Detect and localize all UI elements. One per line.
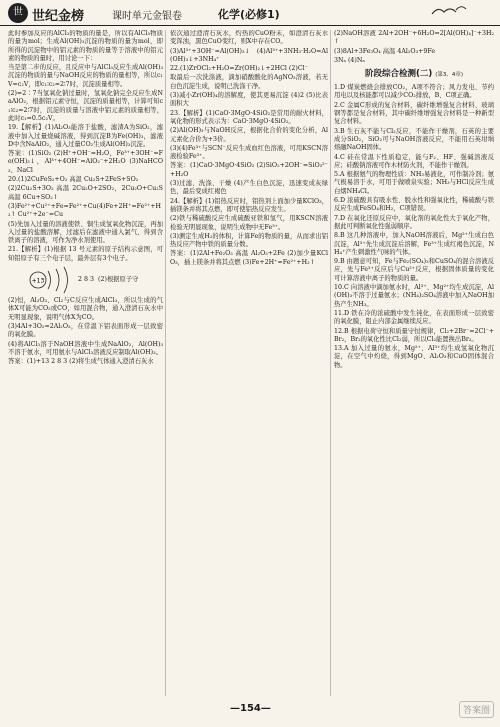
page-number: —154— bbox=[230, 703, 271, 714]
answer-paragraph: 6.D 浓硫酸具有吸水性、脱水性和强氧化性，稀硫酸与铁反应生成FeSO₄和H₂，C项错误。 bbox=[334, 197, 494, 213]
answer-column-1 bbox=[8, 30, 163, 696]
section-title bbox=[334, 68, 494, 81]
answer-paragraph: 3.B 生石灰不能与Cl₂反应，不能作干燥剂，石英的主要成分SiO₂，SiO₂可与NaOH溶液反应，不能用石英坩埚熔融NaOH固体。 bbox=[334, 127, 494, 152]
answer-paragraph: 取最后一次洗涤液，滴加硝酸酸化的AgNO₃溶液，若无白色沉淀生成，说明已洗涤干净。 bbox=[170, 74, 328, 90]
answer-paragraph: 23.【解析】(1)CaO·3MgO·4SiO₂是常用的耐火材料，氧化物的形式表示为：CaO·3MgO·4SiO₂。 bbox=[170, 109, 328, 125]
subject-title: 化学(必修1) bbox=[218, 8, 280, 21]
brand-name: 世纪金榜 bbox=[32, 9, 85, 24]
answer-paragraph: 当是第二步的反应，且反应中与AlCl₃反应生成Al(OH)₃沉淀的物质的量与NaOH反应的物质的量相等，所以c₁V=c₂V，即c₁∶c₂=2∶7时，沉淀质量相等。 bbox=[8, 64, 163, 88]
atomic-structure-diagram bbox=[28, 265, 163, 295]
answer-paragraph: 21.【解析】(1)根据 13 号元素的原子结构示意图，可知铝原子有三个电子层，最外层有3个电子。 bbox=[8, 246, 163, 262]
answer-paragraph: (3)Al³⁺+3OH⁻=Al(OH)₃↓ (4)Al³⁺+3NH₃·H₂O=Al(OH)₃↓+3NH₄⁺ bbox=[170, 47, 328, 63]
answer-column-2 bbox=[170, 30, 328, 696]
answer-paragraph: (3)过滤、洗涤、干燥 (4)产生白色沉淀，迅速变成灰绿色，最后变成红褐色 bbox=[170, 180, 328, 196]
answer-paragraph: 答案：(1)2Al+Fe₂O₃ 高温 Al₂O₃+2Fe (2)加少量KClO₃，插上镁条并将其点燃 (3)Fe+2H⁺=Fe²⁺+H₂↑ bbox=[170, 250, 328, 266]
answer-paragraph: (3)(4)Fe³⁺与SCN⁻反应生成血红色溶液，可用KSCN溶液检验Fe³⁺。 bbox=[170, 144, 328, 161]
watermark-logo: 答案圈 bbox=[459, 701, 494, 718]
answer-paragraph: (3)8Al+3Fe₃O₄ 高温 4Al₂O₃+9Fe bbox=[334, 47, 436, 55]
answer-paragraph: 5.A 根据氨气的物理性质：NH₃易液化，可作制冷剂；氨气极易溶于水，可用于做喷泉实验；NH₃与HCl反应生成白烟NH₄Cl。 bbox=[334, 171, 494, 195]
bird-decoration-icon bbox=[430, 2, 470, 23]
page-header bbox=[0, 0, 500, 26]
answer-paragraph: 12.B 根据电荷守恒和质量守恒规律，Cl₂+2Br⁻=2Cl⁻+Br₂，Br₂的氧化性比Cl₂弱，所以Cl₂能置换出Br₂。 bbox=[334, 327, 494, 343]
answer-paragraph: 依次通过澄清石灰水，灼热的CuO粉末，如澄清石灰水变浑浊，黑色CuO变红，则X中存在CO。 bbox=[170, 30, 328, 46]
answer-paragraph: (2)NaOH溶液 2Al+2OH⁻+6H₂O=2[Al(OH)₄]⁻+3H₂↑ bbox=[334, 30, 494, 46]
answer-paragraph: 24.【解析】(1)铝热反应时，铝热剂上面加少量KClO₃，插镁条并将其点燃，即可使铝热反应发生。 bbox=[170, 197, 328, 213]
brand-logo-icon: 世 bbox=[8, 3, 28, 23]
answer-paragraph: 8.B 这几种溶液中，加入NaOH溶液后，Mg²⁺生成白色沉淀，Al³⁺先生成沉淀后溶解，Fe³⁺生成红褐色沉淀，NH₄⁺产生刺激性气味的气体。 bbox=[334, 232, 494, 256]
answer-paragraph: (3)测定生成H₂的体积，计算Fe的物质的量，从而求出铝热反应产物中铁的质量分数。 bbox=[170, 232, 328, 249]
column-divider bbox=[165, 30, 166, 696]
answer-paragraph: 10.C 向溶液中滴加氨水时，Al³⁺、Mg²⁺均生成沉淀，Al(OH)₃不溶于过量氨水；(NH₄)₂SO₄溶液中加入NaOH加热产生NH₃。 bbox=[334, 284, 494, 308]
answer-paragraph: 20.(1)2CuFeS₂+O₂ 高温 Cu₂S+2FeS+SO₂ bbox=[8, 176, 139, 184]
answer-paragraph: 答案：(1)CaO·3MgO·4SiO₂ (2)SiO₂+2OH⁻=SiO₃²⁻+H₂O bbox=[170, 162, 328, 178]
answer-paragraph: 此时参加反应的AlCl₃的物质的量是，所以有AlCl₃物质的量为mol；生成Al(OH)₃沉淀的物质的量为mol，即所得的沉淀物中的铝元素的物质的量等于溶液中的铝元素的物质的量时，用讨论一下： bbox=[8, 30, 163, 62]
section-range: (第3、4章) bbox=[435, 72, 464, 79]
answer-paragraph: (2)铁与稀硫酸反应生成硫酸亚铁和氢气，用KSCN溶液检验无明显现象，说明生成物中无Fe³⁺。 bbox=[170, 215, 328, 231]
answer-paragraph: 22.(1)ZrOCl₂+H₂O=Zr(OH)₂↓+2HCl (2)Cl⁻ bbox=[170, 65, 309, 73]
answer-paragraph: 2.C 金属C形成的复合材料，碳纤维增强复合材料、玻璃钢等都是复合材料，其中碳纤维增强复合材料是一种新型复合材料。 bbox=[334, 101, 494, 126]
answer-paragraph: (2)2Cu₂S+3O₂ 高温 2Cu₂O+2SO₂，2Cu₂O+Cu₂S 高温 6Cu+SO₂↑ bbox=[8, 185, 163, 201]
answer-paragraph: (2)=2∶7当氢氧化钠过量时，氢氧化钠完全反应生成NaAlO₂，根据铝元素守恒，沉淀的质量相等，计算可知c₁∶c₂=2∶7时，沉淀的质量与溶液中铝元素的质量相等，此时c₁=0.5c₂V。 bbox=[8, 90, 163, 122]
answer-paragraph: (3)4Al+3O₂=2Al₂O₃，在常温下铝表面形成一层致密的氧化膜。 bbox=[8, 322, 163, 339]
answer-paragraph: 19.【解析】(1)Al₂O₃能溶于盐酸，滤渣A为SiO₂，滤液中加入过量烧碱溶液，得到沉淀B为Fe(OH)₃，滤液D中含NaAlO₂，通入过量CO₂生成Al(OH)₃沉淀。 bbox=[8, 124, 163, 148]
answer-paragraph: (3)减小Zr(OH)₄的溶解度，使其更易沉淀 (4)2 (5)比表面积大 bbox=[170, 92, 328, 108]
answer-paragraph: (2)Al(OH)₃与NaOH反应，根据化合价的变化分析，Al元素化合价为+3价。 bbox=[170, 127, 328, 143]
answer-paragraph: 7.D 在氧化还原反应中，氧化剂的氧化性大于氧化产物，据此可判断氧化性强弱顺序。 bbox=[334, 214, 494, 230]
answer-paragraph: (3)Fe²⁺+Cu²⁺+Fe=Fe²⁺+Cu(4)Fe+2H⁺=Fe²⁺+H₂↑ Cu²⁺+2e⁻=Cu bbox=[8, 202, 161, 219]
answer-paragraph: (4)将AlCl₃溶于NaOH溶液中生成NaAlO₂，Al(OH)₃不溶于氨水，可用氨水与AlCl₃溶液反应制取Al(OH)₃。 bbox=[8, 340, 163, 356]
atom-caption: (2)根据原子守 bbox=[98, 275, 139, 283]
answer-column-3 bbox=[334, 30, 494, 696]
answer-paragraph: 4.C 硅在常温下性质稳定，能与F₂、HF、强碱溶液反应；硅酸钠溶液可作木材防火剂，不能作干燥剂。 bbox=[334, 153, 494, 169]
electron-shell-counts: 2 8 3 bbox=[78, 275, 95, 283]
answer-paragraph: (5)先加入过量的溶液使铁、铜生成氢氧化物沉淀，再加入过量的盐酸溶解，过滤后在滤液中通入氯气，得到含铁离子的溶液，可作为净水剂使用。 bbox=[8, 220, 163, 245]
series-title: 课时单元金银卷 bbox=[112, 11, 182, 22]
nucleus-label: +13 bbox=[31, 277, 45, 285]
answer-paragraph: 1.D 煤炭燃烧会排放CO₂，A项不符合；风力发电、节约用电以及核能都可以减少CO₂排放，B、C项正确。 bbox=[334, 84, 494, 100]
answer-paragraph: 13.A 加入过量的氨水，Mg²⁺、Al³⁺均生成氢氧化物沉淀，在空气中灼烧，得到MgO、Al₂O₃和CuO固体混合物。 bbox=[334, 345, 494, 369]
answer-paragraph: 9.B 由题意可知，Fe与Fe₂(SO₄)₃和CuSO₄的混合溶液反应，先与Fe³⁺反应后与Cu²⁺反应，根据固体质量的变化可计算溶液中离子的物质的量。 bbox=[334, 258, 494, 282]
answer-paragraph: 答案：(1)SiO₂ (2)H⁺+OH⁻=H₂O，Fe³⁺+3OH⁻=Fe(OH)₃↓，Al³⁺+4OH⁻=AlO₂⁻+2H₂O (3)NaHCO₃、NaCl bbox=[8, 150, 163, 174]
answer-paragraph: 11.D 铁在冷的浓硫酸中发生钝化，在表面形成一层致密的氧化膜，阻止内部金属继续反应。 bbox=[334, 309, 494, 326]
section-title-text: 阶段综合检测(二) bbox=[364, 69, 433, 80]
column-divider bbox=[330, 30, 331, 696]
answer-paragraph: (2)恒，Al₂O₃、Cl₂与C反应生成AlCl₃，所以生成的气体X可能为CO₂或CO，如用混合物，通入澄清石灰水中无明显现象，说明气体X为CO。 bbox=[8, 297, 163, 321]
answer-paragraph: 答案：(1)+13 2 8 3 (2)将生成气体通入澄清石灰水 bbox=[8, 358, 154, 366]
answer-paragraph: 3Nₐ (4)Nₐ bbox=[334, 56, 365, 64]
page-footer bbox=[0, 699, 500, 727]
